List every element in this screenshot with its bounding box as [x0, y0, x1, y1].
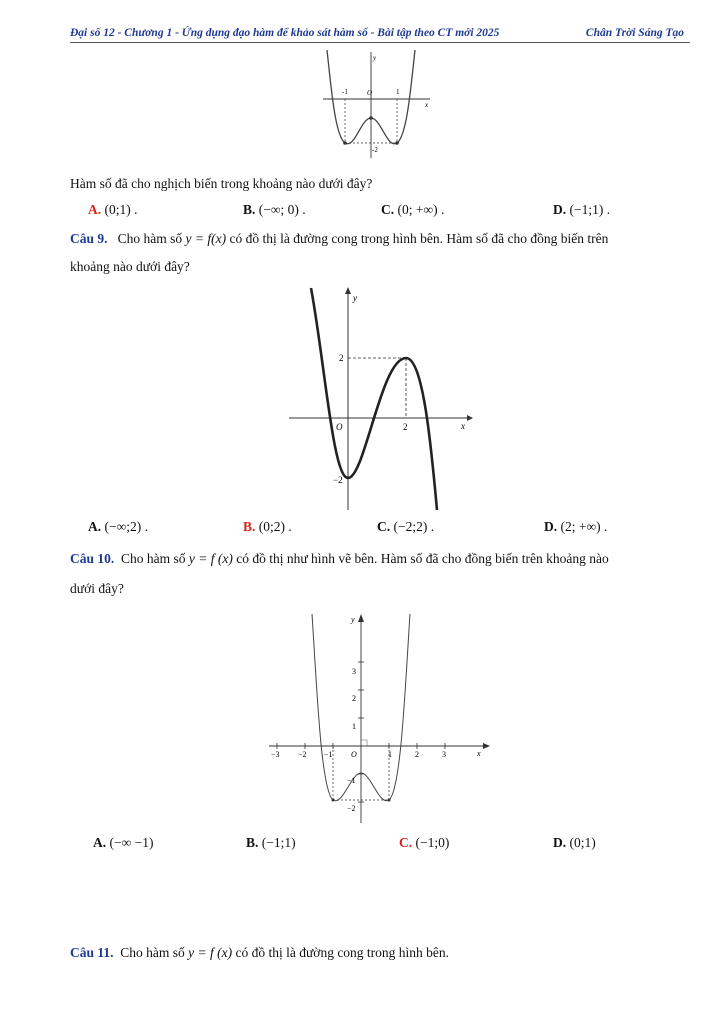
q9-origin: O: [336, 422, 343, 432]
q9-graph: [285, 284, 475, 512]
q10-number: Câu 10.: [70, 551, 115, 566]
q8-tick-x1: 1: [396, 88, 400, 96]
q8-y-label: y: [373, 54, 377, 62]
q9-tick-ym2: −2: [333, 475, 343, 485]
q10-ytick-m2: −2: [347, 804, 356, 813]
q8-option-c: C. (0; +∞) .: [381, 202, 445, 217]
q10-xtick-m3: −3: [271, 750, 280, 759]
q10-formula: y = f (x): [188, 551, 233, 566]
q9-x-label: x: [461, 421, 465, 431]
q9-y-label: y: [353, 293, 357, 303]
q8-option-d: D. (−1;1) .: [553, 202, 611, 217]
header-left: Đại số 12 - Chương 1 - Ứng dụng đạo hàm để khảo sát hàm số - Bài tập theo CT mới 2025: [70, 27, 500, 39]
q10-xtick-2: 2: [415, 750, 419, 759]
q8-option-b: B. (−∞; 0) .: [243, 202, 306, 217]
q8-option-a: A. (0;1) .: [88, 202, 138, 217]
q11-formula: y = f (x): [188, 945, 233, 960]
q10-xtick-m2: −2: [298, 750, 307, 759]
q10-ytick-2: 2: [352, 694, 356, 703]
q8-tick-ym2: -2: [372, 146, 378, 154]
q10-xtick-3: 3: [442, 750, 446, 759]
q10-ytick-1: 1: [352, 722, 356, 731]
q8-graph: [315, 46, 435, 164]
q11-number: Câu 11.: [70, 945, 114, 960]
q9-tick-y2: 2: [339, 353, 344, 363]
q10-text-cont: dưới đây?: [70, 581, 124, 596]
page-header: [70, 26, 690, 43]
q8-text: Hàm số đã cho nghịch biến trong khoảng nào dưới đây?: [70, 176, 373, 191]
q10-option-a: A. (−∞ −1): [93, 835, 154, 850]
q10-origin: O: [351, 750, 357, 759]
q10-option-b: B. (−1;1): [246, 835, 296, 850]
q9-option-d: D. (2; +∞) .: [544, 519, 608, 534]
q10-ytick-m1: −1: [347, 776, 356, 785]
q9-text-cont: khoảng nào dưới đây?: [70, 259, 190, 274]
q9-formula: y = f(x): [185, 231, 227, 246]
q10-option-d: D. (0;1): [553, 835, 596, 850]
q10-graph: [265, 610, 495, 825]
q11-text: Câu 11. Cho hàm số y = f (x) có đồ thị là đường cong trong hình bên.: [70, 945, 450, 960]
q10-y-label: y: [351, 615, 355, 624]
q9-curve: [311, 288, 437, 510]
q10-ytick-3: 3: [352, 667, 356, 676]
header-right: Chân Trời Sáng Tạo: [585, 27, 684, 39]
q10-text: Câu 10. Cho hàm số y = f (x) có đồ thị như hình vẽ bên. Hàm số đã cho đồng biến trên khoảng nào: [70, 551, 609, 566]
q8-tick-xm1: -1: [342, 88, 348, 96]
q10-xtick-m1: −1: [324, 750, 333, 759]
q9-text: Câu 9. Cho hàm số y = f(x) có đồ thị là đường cong trong hình bên. Hàm số đã cho đồng biến trên: [70, 231, 609, 246]
q10-option-c: C. (−1;0): [399, 835, 450, 850]
q9-option-a: A. (−∞;2) .: [88, 519, 148, 534]
q8-x-label: x: [425, 101, 429, 109]
q9-number: Câu 9.: [70, 231, 108, 246]
q10-xtick-1: 1: [388, 750, 392, 759]
q9-option-c: C. (−2;2) .: [377, 519, 435, 534]
q8-origin: O: [367, 89, 373, 97]
q9-tick-x2: 2: [403, 422, 408, 432]
q10-x-label: x: [477, 749, 481, 758]
q9-option-b: B. (0;2) .: [243, 519, 292, 534]
